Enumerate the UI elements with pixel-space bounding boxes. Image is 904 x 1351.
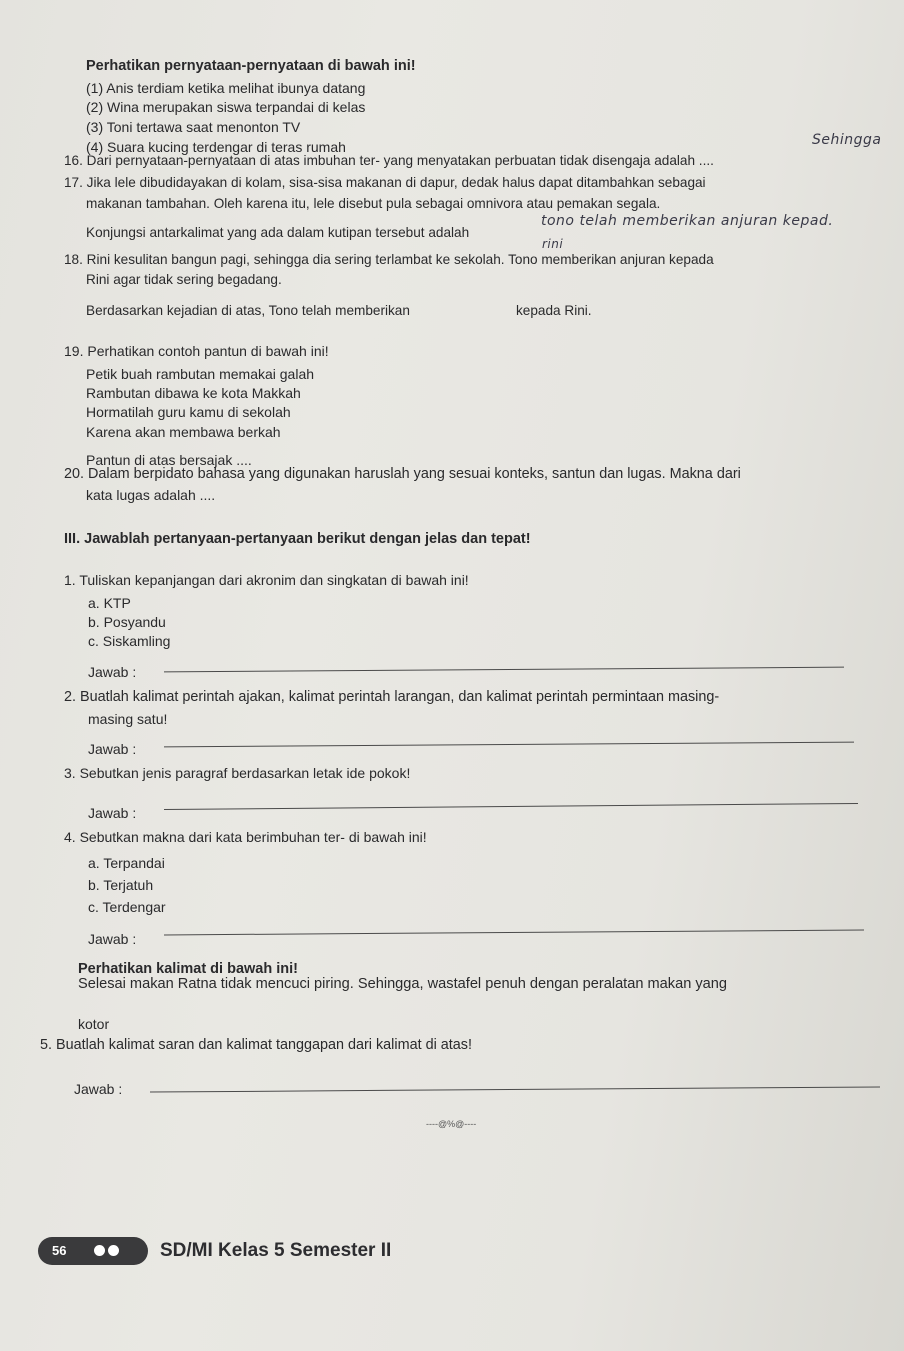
answer-line	[164, 742, 854, 748]
intro-heading: Perhatikan pernyataan-pernyataan di bawah ini!	[86, 58, 416, 74]
context-line: kotor	[78, 1016, 110, 1032]
essay-1: 1. Tuliskan kepanjangan dari akronim dan singkatan di bawah ini!	[64, 572, 469, 588]
dot-icon	[108, 1245, 119, 1256]
page-number-pill	[38, 1237, 148, 1265]
answer-label: Jawab :	[74, 1081, 123, 1097]
context-line: Selesai makan Ratna tidak mencuci piring. Sehingga, wastafel penuh dengan peralatan makan yang	[78, 976, 728, 992]
essay-5: 5. Buatlah kalimat saran dan kalimat tanggapan dari kalimat di atas!	[40, 1037, 472, 1053]
essay-2-line: 2. Buatlah kalimat perintah ajakan, kalimat perintah larangan, dan kalimat perintah permintaan masing-	[64, 689, 720, 705]
question-18-line: Berdasarkan kejadian di atas, Tono telah memberikan	[86, 303, 410, 318]
pantun-line: Petik buah rambutan memakai galah	[86, 366, 315, 382]
question-18-line: 18. Rini kesulitan bangun pagi, sehingga dia sering terlambat ke sekolah. Tono memberikan anjuran kepada	[64, 252, 714, 267]
footer-title: SD/MI Kelas 5 Semester II	[160, 1240, 392, 1261]
answer-label: Jawab :	[88, 664, 137, 680]
handwritten-answer-18: rini	[542, 237, 564, 251]
page-badge	[38, 1236, 148, 1266]
answer-line	[150, 1086, 880, 1092]
essay-4-option: c. Terdengar	[88, 899, 166, 915]
end-divider: ----@%@----	[426, 1119, 477, 1129]
dot-icon	[94, 1245, 105, 1256]
essay-1-option: b. Posyandu	[88, 614, 166, 630]
essay-4-option: a. Terpandai	[88, 855, 165, 871]
question-17-line: makanan tambahan. Oleh karena itu, lele disebut pula sebagai omnivora atau pemakan segala.	[86, 196, 661, 211]
essay-1-option: c. Siskamling	[88, 633, 171, 649]
handwritten-answer-16: Sehingga	[812, 132, 882, 148]
answer-line	[164, 667, 844, 673]
question-16: 16. Dari pernyataan-pernyataan di atas imbuhan ter- yang menyatakan perbuatan tidak disengaja adalah ....	[64, 153, 714, 168]
intro-item: (3) Toni tertawa saat menonton TV	[86, 119, 301, 135]
essay-4: 4. Sebutkan makna dari kata berimbuhan ter- di bawah ini!	[64, 829, 427, 845]
question-18-line: kepada Rini.	[516, 303, 592, 318]
intro-item: (2) Wina merupakan siswa terpandai di kelas	[86, 99, 366, 115]
question-18-line: Rini agar tidak sering begadang.	[86, 272, 282, 287]
question-20-line: kata lugas adalah ....	[86, 487, 216, 503]
answer-label: Jawab :	[88, 741, 137, 757]
answer-line	[164, 803, 858, 810]
question-17-line: 17. Jika lele dibudidayakan di kolam, sisa-sisa makanan di dapur, dedak halus dapat ditambahkan sebagai	[64, 175, 706, 190]
context-heading: Perhatikan kalimat di bawah ini!	[78, 961, 298, 977]
essay-3: 3. Sebutkan jenis paragraf berdasarkan letak ide pokok!	[64, 765, 411, 781]
page-number: 56	[52, 1243, 67, 1258]
answer-line	[164, 930, 864, 936]
question-19-prompt: Pantun di atas bersajak ....	[86, 452, 252, 468]
essay-4-option: b. Terjatuh	[88, 877, 154, 893]
question-19: 19. Perhatikan contoh pantun di bawah ini!	[64, 343, 329, 359]
pantun-line: Rambutan dibawa ke kota Makkah	[86, 385, 301, 401]
answer-label: Jawab :	[88, 931, 137, 947]
essay-2-line: masing satu!	[88, 711, 168, 727]
pantun-line: Hormatilah guru kamu di sekolah	[86, 404, 291, 420]
section-3-heading: III. Jawablah pertanyaan-pertanyaan berikut dengan jelas dan tepat!	[64, 531, 531, 547]
handwritten-answer-17: tono telah memberikan anjuran kepad.	[541, 213, 834, 229]
answer-label: Jawab :	[88, 805, 137, 821]
intro-item: (4) Suara kucing terdengar di teras rumah	[86, 139, 346, 155]
pantun-line: Karena akan membawa berkah	[86, 424, 281, 440]
question-17-line: Konjungsi antarkalimat yang ada dalam kutipan tersebut adalah	[86, 225, 470, 240]
essay-1-option: a. KTP	[88, 595, 131, 611]
intro-item: (1) Anis terdiam ketika melihat ibunya datang	[86, 80, 366, 96]
question-20-line: 20. Dalam berpidato bahasa yang digunakan haruslah yang sesuai konteks, santun dan lugas. Makna dari	[64, 466, 741, 482]
